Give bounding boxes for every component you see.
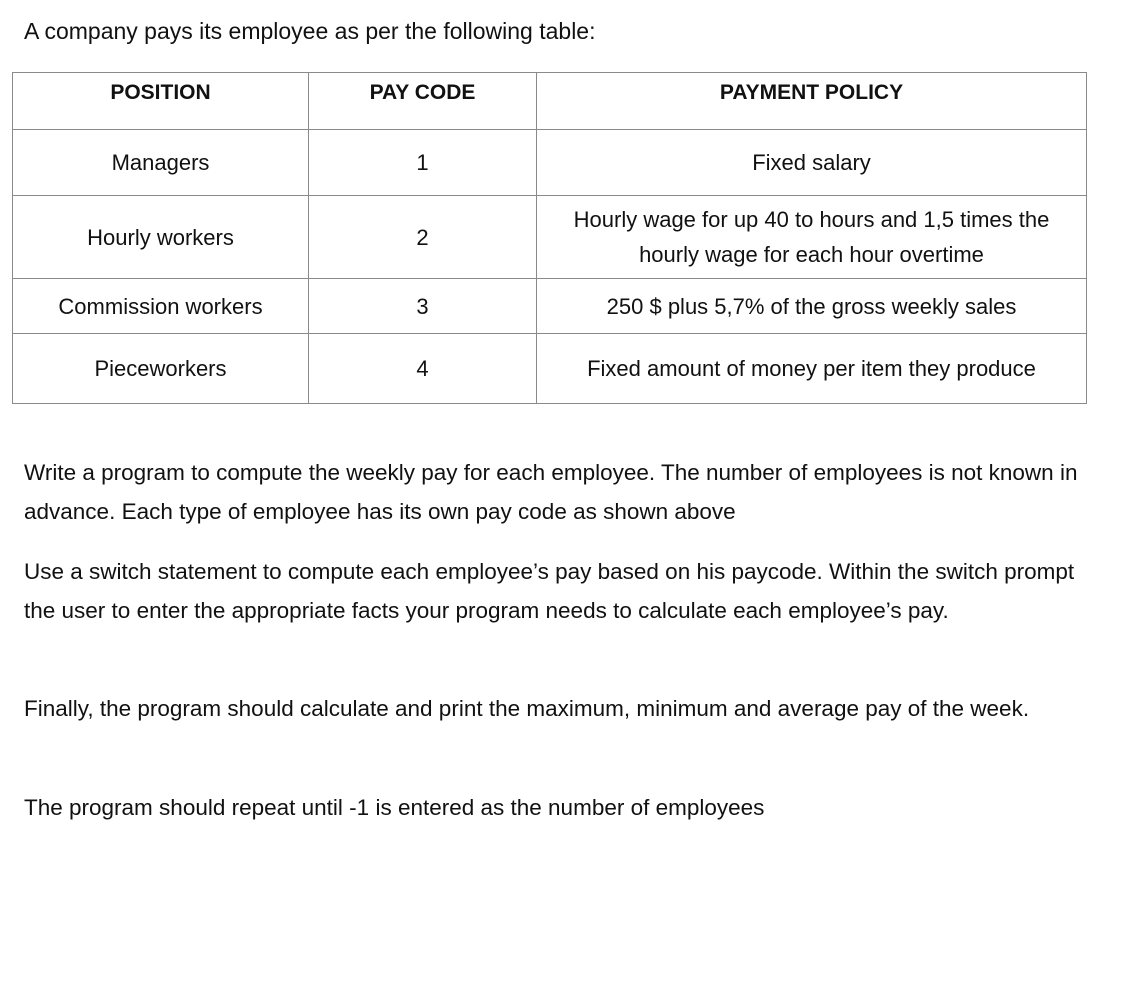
cell-pay-code: 2 — [309, 196, 537, 279]
header-position: POSITION — [13, 73, 309, 130]
cell-position: Commission workers — [13, 279, 309, 334]
paragraph-switch: Use a switch statement to compute each employee’s pay based on his paycode. Within the switch prompt the user to enter the appropriate facts your program needs to calculate each employee’s pay. — [24, 559, 1075, 623]
cell-pay-code: 1 — [309, 130, 537, 196]
cell-payment-policy: Fixed amount of money per item they produce — [537, 334, 1087, 404]
table-row — [13, 196, 1087, 279]
table-row — [13, 279, 1087, 334]
cell-position: Managers — [13, 130, 309, 196]
cell-payment-policy: 250 $ plus 5,7% of the gross weekly sales — [537, 279, 1087, 334]
paragraph-repeat: The program should repeat until -1 is entered as the number of employees — [24, 795, 765, 820]
cell-payment-policy: Fixed salary — [537, 130, 1087, 196]
cell-position: Hourly workers — [13, 196, 309, 279]
paragraph-task: Write a program to compute the weekly pay for each employee. The number of employees is not known in advance. Each type of employee has its own pay code as shown above — [24, 460, 1078, 524]
table-header-row — [13, 73, 1087, 130]
cell-pay-code: 4 — [309, 334, 537, 404]
cell-payment-policy: Hourly wage for up 40 to hours and 1,5 times the hourly wage for each hour overtime — [537, 196, 1087, 279]
cell-position: Pieceworkers — [13, 334, 309, 404]
cell-pay-code: 3 — [309, 279, 537, 334]
pay-table — [12, 72, 1087, 404]
table-row — [13, 334, 1087, 404]
table-row — [13, 130, 1087, 196]
paragraph-statistics: Finally, the program should calculate and print the maximum, minimum and average pay of the week. — [24, 696, 1030, 721]
intro-text: A company pays its employee as per the following table: — [24, 18, 596, 44]
header-payment-policy: PAYMENT POLICY — [537, 73, 1087, 130]
header-pay-code: PAY CODE — [309, 73, 537, 130]
